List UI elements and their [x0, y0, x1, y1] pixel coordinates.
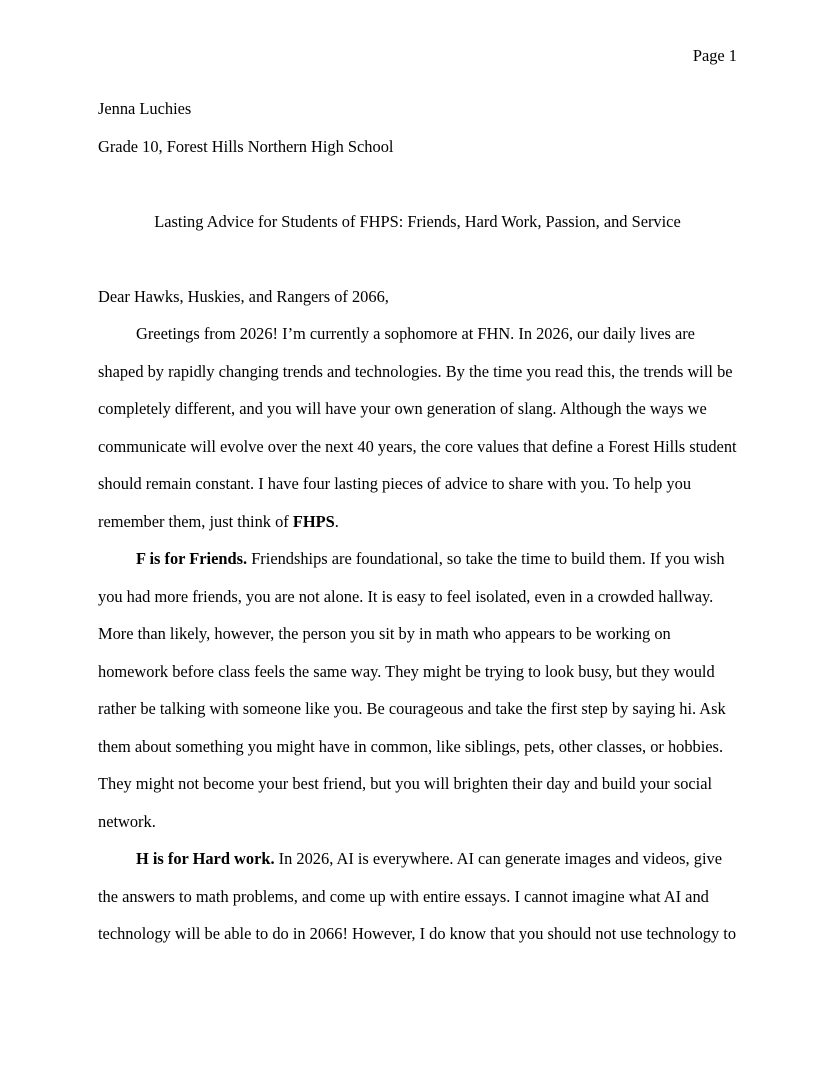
paragraph-friends	[98, 540, 737, 840]
paragraph-hard-work	[98, 840, 737, 953]
essay-title: Lasting Advice for Students of FHPS: Friends, Hard Work, Passion, and Service	[154, 211, 681, 231]
page-number: Page 1	[692, 46, 737, 65]
salutation: Dear Hawks, Huskies, and Rangers of 2066,	[98, 286, 389, 306]
paragraph-text: Greetings from 2026! I’m currently a sophomore at FHN. In 2026, our daily lives are shaped by rapidly changing trends and technologies. By the time you read this, the trends will be completely different, and you will have your own generation of slang. Although the ways we communicate will evolve over the next 40 years, the core values that define a Forest Hills student should remain constant. I have four lasting pieces of advice to share with you. To help you remember them, just think of	[98, 324, 737, 531]
paragraph-text: .	[334, 511, 339, 531]
paragraph-text: In 2026, AI is everywhere. AI can generate images and videos, give the answers to math problems, and come up with entire essays. I cannot imagine what AI and technology will be able to do in 2066! However, I do know that you should not use technology to	[98, 849, 737, 943]
paragraph-text: Friendships are foundational, so take the time to build them. If you wish you had more friends, you are not alone. It is easy to feel isolated, even in a crowded hallway. More than likely, however, the person you sit by in math who appears to be working on homework before class feels the same way. They might be trying to look busy, but they would rather be talking with someone like you. Be courageous and take the first step by saying hi. Ask them about something you might have in common, like siblings, pets, other classes, or hobbies. They might not become your best friend, but you will brighten their day and build your social network.	[98, 549, 726, 831]
author-school: Grade 10, Forest Hills Northern High School	[98, 136, 394, 156]
bold-lead-hard-work: H is for Hard work.	[136, 849, 275, 868]
page-header	[98, 46, 737, 66]
paragraph-intro	[98, 315, 737, 540]
bold-lead-friends: F is for Friends.	[136, 549, 248, 568]
bold-acronym: FHPS	[292, 511, 335, 531]
essay-content	[98, 90, 737, 953]
author-name: Jenna Luchies	[98, 99, 192, 118]
